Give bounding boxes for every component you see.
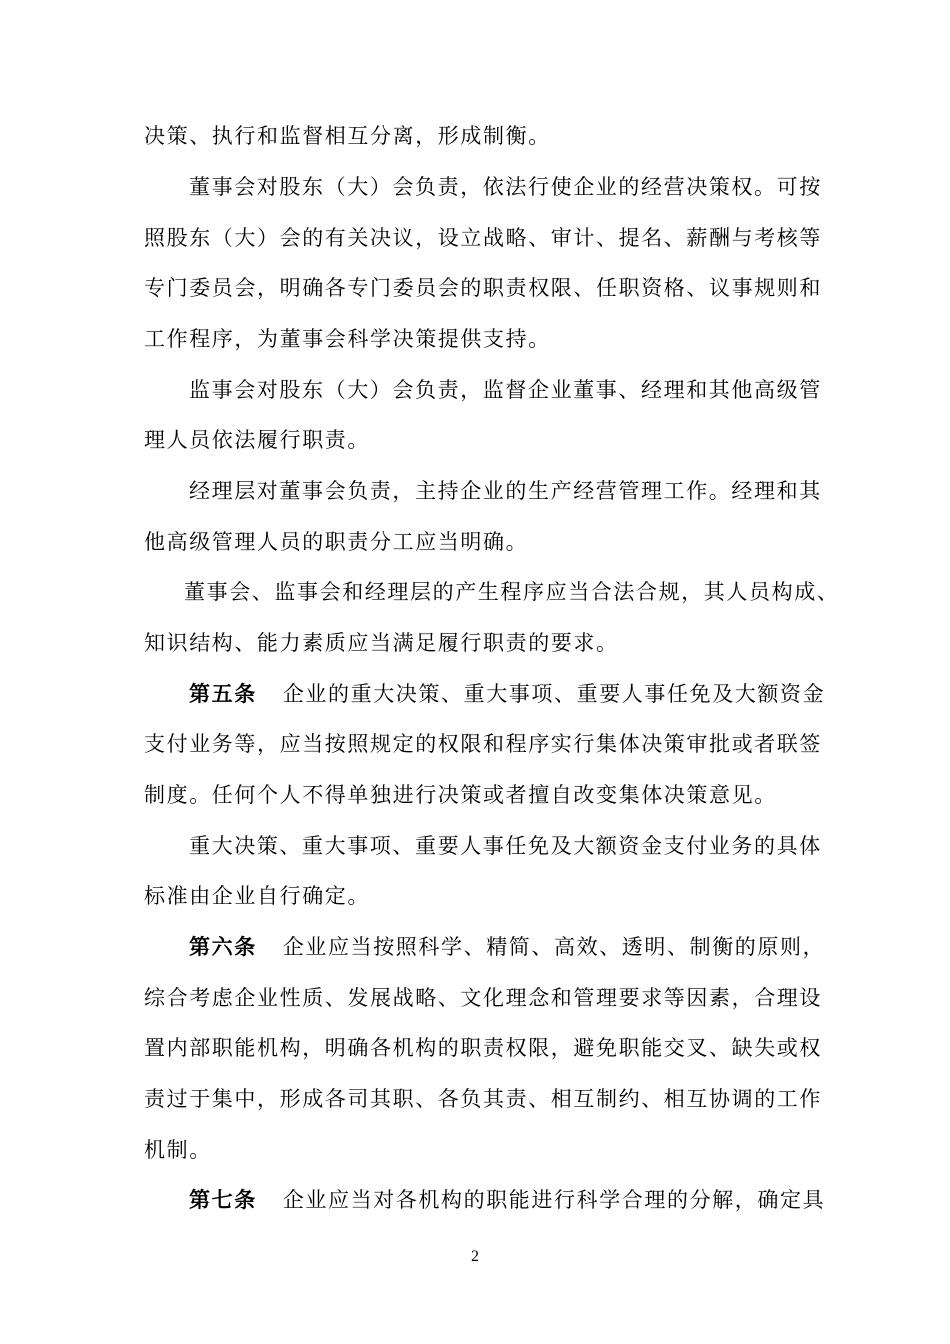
text-line: 理人员依法履行职责。	[144, 428, 370, 452]
text-line: 机制。	[144, 1138, 212, 1162]
text-line: 监事会对股东（大）会负责，监督企业董事、经理和其他高级管	[189, 378, 822, 402]
text-line: 责过于集中，形成各司其职、各负其责、相互制约、相互协调的工作	[144, 1087, 822, 1111]
article-7-label: 第七条	[189, 1187, 257, 1212]
text-line: 企业应当按照科学、精简、高效、透明、制衡的原则，	[282, 935, 826, 959]
text-line: 支付业务等，应当按照规定的权限和程序实行集体决策审批或者联签	[144, 732, 822, 756]
text-line: 工作程序，为董事会科学决策提供支持。	[144, 327, 551, 351]
text-line: 专门委员会，明确各专门委员会的职责权限、任职资格、议事规则和	[144, 276, 822, 300]
article-5-label: 第五条	[189, 681, 257, 706]
text-line: 决策、执行和监督相互分离，形成制衡。	[144, 124, 551, 148]
text-line: 制度。任何个人不得单独进行决策或者擅自改变集体决策意见。	[144, 783, 777, 807]
article-7-line	[189, 1185, 825, 1215]
article-6-line	[189, 932, 825, 962]
text-line: 董事会对股东（大）会负责，依法行使企业的经营决策权。可按	[189, 175, 822, 199]
text-line: 企业应当对各机构的职能进行科学合理的分解，确定具	[282, 1188, 826, 1212]
text-line: 企业的重大决策、重大事项、重要人事任免及大额资金	[282, 682, 826, 706]
text-line: 他高级管理人员的职责分工应当明确。	[144, 530, 529, 554]
text-line: 董事会、监事会和经理层的产生程序应当合法合规，其人员构成、	[184, 580, 840, 604]
text-line: 标准由企业自行确定。	[144, 884, 370, 908]
page-number: 2	[471, 1248, 479, 1265]
article-6-label: 第六条	[189, 934, 257, 959]
text-line: 知识结构、能力素质应当满足履行职责的要求。	[144, 631, 619, 655]
text-line: 照股东（大）会的有关决议，设立战略、审计、提名、薪酬与考核等	[144, 226, 822, 250]
text-line: 经理层对董事会负责，主持企业的生产经营管理工作。经理和其	[189, 479, 822, 503]
text-line: 重大决策、重大事项、重要人事任免及大额资金支付业务的具体	[189, 834, 822, 858]
text-line: 置内部职能机构，明确各机构的职责权限，避免职能交叉、缺失或权	[144, 1036, 822, 1060]
text-line: 综合考虑企业性质、发展战略、文化理念和管理要求等因素，合理设	[144, 986, 822, 1010]
article-5-line	[189, 679, 825, 709]
